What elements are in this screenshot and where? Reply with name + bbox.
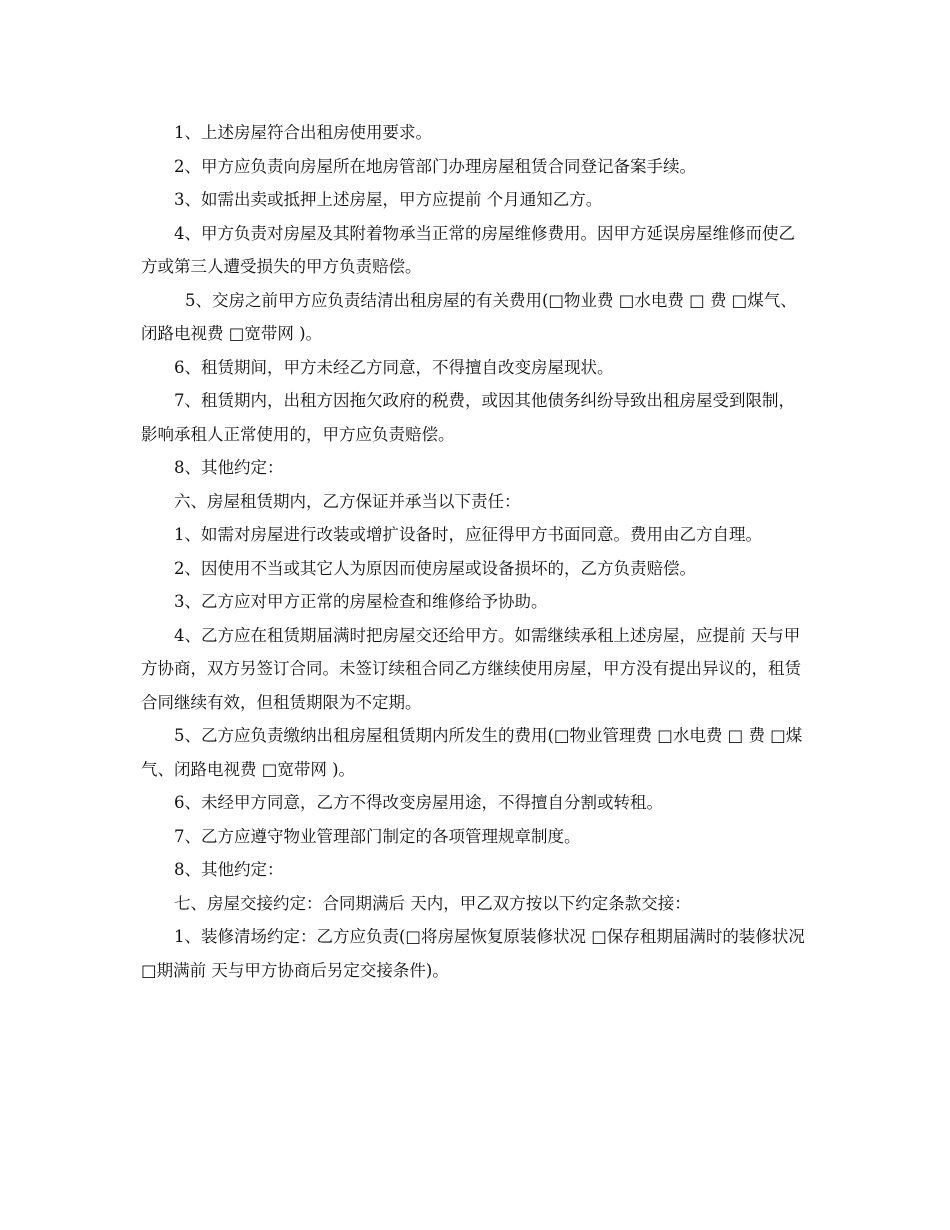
document-body [141,116,809,987]
paragraph-8: 8、其他约定： [174,458,284,477]
paragraph-16: 7、乙方应遵守物业管理部门制定的各项管理规章制度。 [174,826,581,846]
paragraph-14: 5、乙方应负责缴纳出租房屋租赁期内所发生的费用(□物业管理费 □水电费 □ 费 □煤气、闭路电视费 □宽带网 )。 [141,726,803,779]
paragraph-12: 3、乙方应对甲方正常的房屋检查和维修给予协助。 [174,592,548,611]
paragraph-3: 3、如需出卖或抵押上述房屋，甲方应提前 个月通知乙方。 [174,190,603,209]
paragraph-5: 5、交房之前甲方应负责结清出租房屋的有关费用(□物业费 □水电费 □ 费 □煤气、闭路电视费 □宽带网 )。 [141,290,797,343]
paragraph-7: 7、租赁期内，出租方因拖欠政府的税费，或因其他债务纠纷导致出租房屋受到限制，影响承租人正常使用的，甲方应负责赔偿。 [141,391,795,444]
section-heading-7: 七、房屋交接约定：合同期满后 天内，甲乙双方按以下约定条款交接： [174,893,691,913]
paragraph-15: 6、未经甲方同意，乙方不得改变房屋用途，不得擅自分割或转租。 [174,793,663,812]
section-heading-6: 六、房屋租赁期内，乙方保证并承当以下责任： [174,491,521,511]
paragraph-19: 1、装修清场约定：乙方应负责(□将房屋恢复原装修状况 □保存租期届满时的装修状况 □期满前 天与甲方协商后另定交接条件)。 [141,927,805,980]
paragraph-10: 1、如需对房屋进行改装或增扩设备时，应征得甲方书面同意。费用由乙方自理。 [174,525,762,544]
paragraph-6: 6、租赁期间，甲方未经乙方同意，不得擅自改变房屋现状。 [174,357,614,377]
paragraph-13: 4、乙方应在租赁期届满时把房屋交还给甲方。如需继续承租上述房屋，应提前 天与甲方协商，双方另签订合同。未签订续租合同乙方继续使用房屋，甲方没有提出异议的，租赁合同继续有效，但租赁期限为不定期。 [141,625,801,712]
paragraph-2: 2、甲方应负责向房屋所在地房管部门办理房屋租赁合同登记备案手续。 [174,156,696,176]
paragraph-4: 4、甲方负责对房屋及其附着物承当正常的房屋维修费用。因甲方延误房屋维修而使乙方或第三人遭受损失的甲方负责赔偿。 [141,223,795,276]
paragraph-17: 8、其他约定： [174,860,284,879]
paragraph-1: 1、上述房屋符合出租房使用要求。 [174,123,432,142]
paragraph-11: 2、因使用不当或其它人为原因而使房屋或设备损坏的，乙方负责赔偿。 [174,558,696,578]
